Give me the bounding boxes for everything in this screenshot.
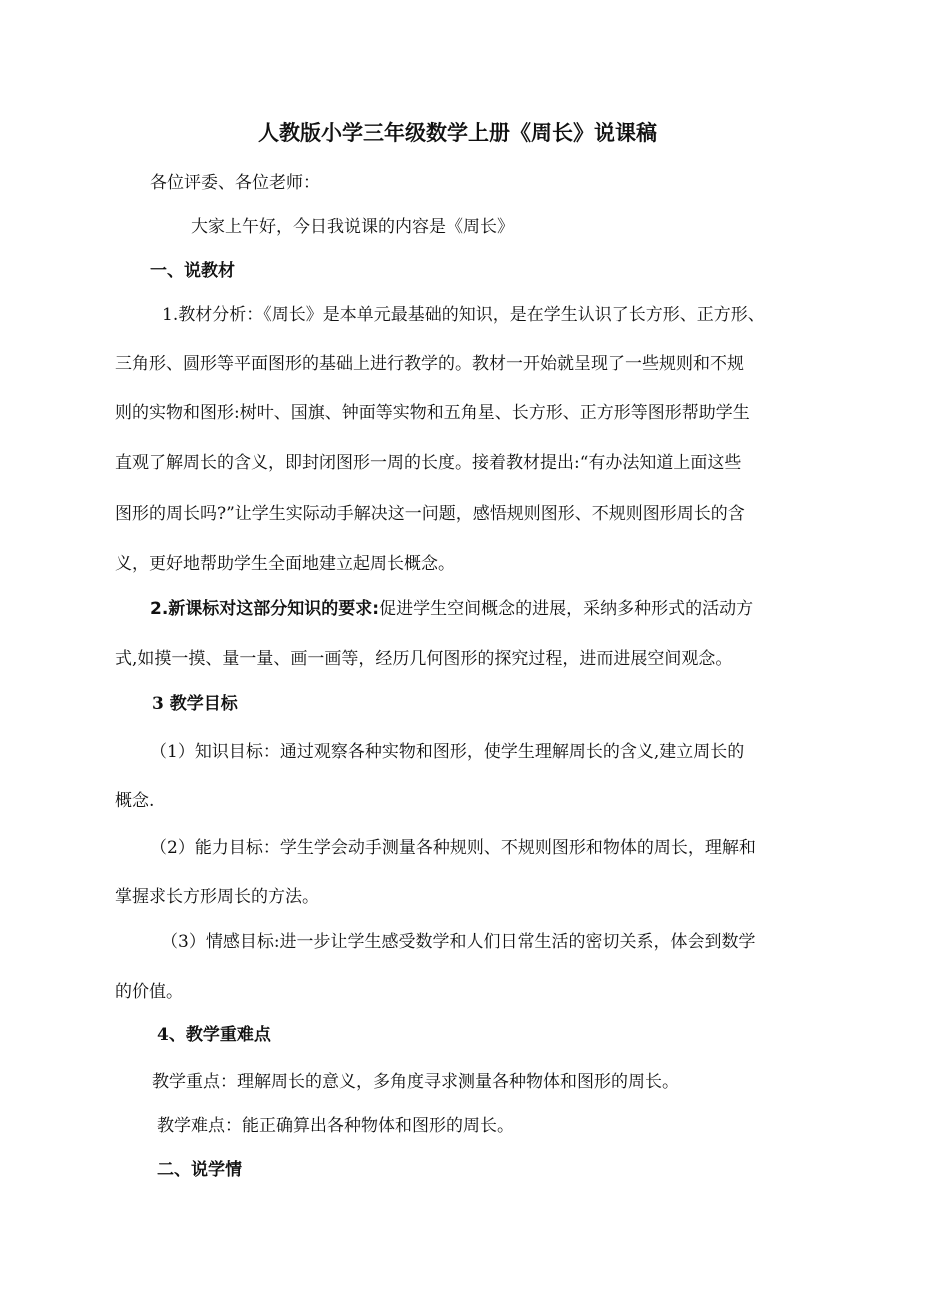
- paragraph-line: 图形的周长吗?”让学生实际动手解决这一问题，感悟规则图形、不规则图形周长的含: [115, 504, 745, 524]
- paragraph-line: 1.教材分析：《周长》是本单元最基础的知识，是在学生认识了长方形、正方形、: [162, 305, 765, 325]
- affective-goal-line: （3）情感目标:进一步让学生感受数学和人们日常生活的密切关系，体会到数学: [161, 932, 756, 952]
- teaching-goals-heading: 3 教学目标: [152, 694, 238, 714]
- curriculum-requirement-label: 2.新课标对这部分知识的要求:: [150, 599, 380, 619]
- ability-goal-line: （2）能力目标：学生学会动手测量各种规则、不规则图形和物体的周长，理解和: [150, 838, 756, 858]
- difficult-point-line: 教学难点：能正确算出各种物体和图形的周长。: [157, 1116, 514, 1136]
- paragraph-line: 义，更好地帮助学生全面地建立起周长概念。: [115, 554, 455, 574]
- section-heading-textbook: 一、说教材: [150, 261, 235, 281]
- opening-line: 大家上午好，今日我说课的内容是《周长》: [191, 217, 514, 237]
- paragraph-line: 则的实物和图形:树叶、国旗、钟面等实物和五角星、长方形、正方形等图形帮助学生: [115, 403, 750, 423]
- curriculum-requirement-line: [150, 597, 753, 621]
- key-difficult-points-heading: 4、教学重难点: [157, 1025, 271, 1045]
- knowledge-goal-line: 概念.: [115, 791, 155, 811]
- section-heading-learners: 二、说学情: [157, 1160, 242, 1180]
- document-title: 人教版小学三年级数学上册《周长》说课稿: [258, 120, 657, 145]
- paragraph-line: 式,如摸一摸、量一量、画一画等，经历几何图形的探究过程，进而进展空间观念。: [115, 649, 733, 669]
- greeting: 各位评委、各位老师：: [150, 173, 320, 193]
- ability-goal-line: 掌握求长方形周长的方法。: [115, 887, 319, 907]
- affective-goal-line: 的价值。: [115, 982, 183, 1002]
- knowledge-goal-line: （1）知识目标：通过观察各种实物和图形，使学生理解周长的含义,建立周长的: [150, 742, 745, 762]
- paragraph-line: 直观了解周长的含义，即封闭图形一周的长度。接着教材提出:“有办法知道上面这些: [115, 453, 742, 473]
- paragraph-line: 三角形、圆形等平面图形的基础上进行教学的。教材一开始就呈现了一些规则和不规: [115, 354, 744, 374]
- key-point-line: 教学重点：理解周长的意义，多角度寻求测量各种物体和图形的周长。: [152, 1072, 679, 1092]
- curriculum-requirement-text: 促进学生空间概念的进展，采纳多种形式的活动方: [379, 599, 754, 619]
